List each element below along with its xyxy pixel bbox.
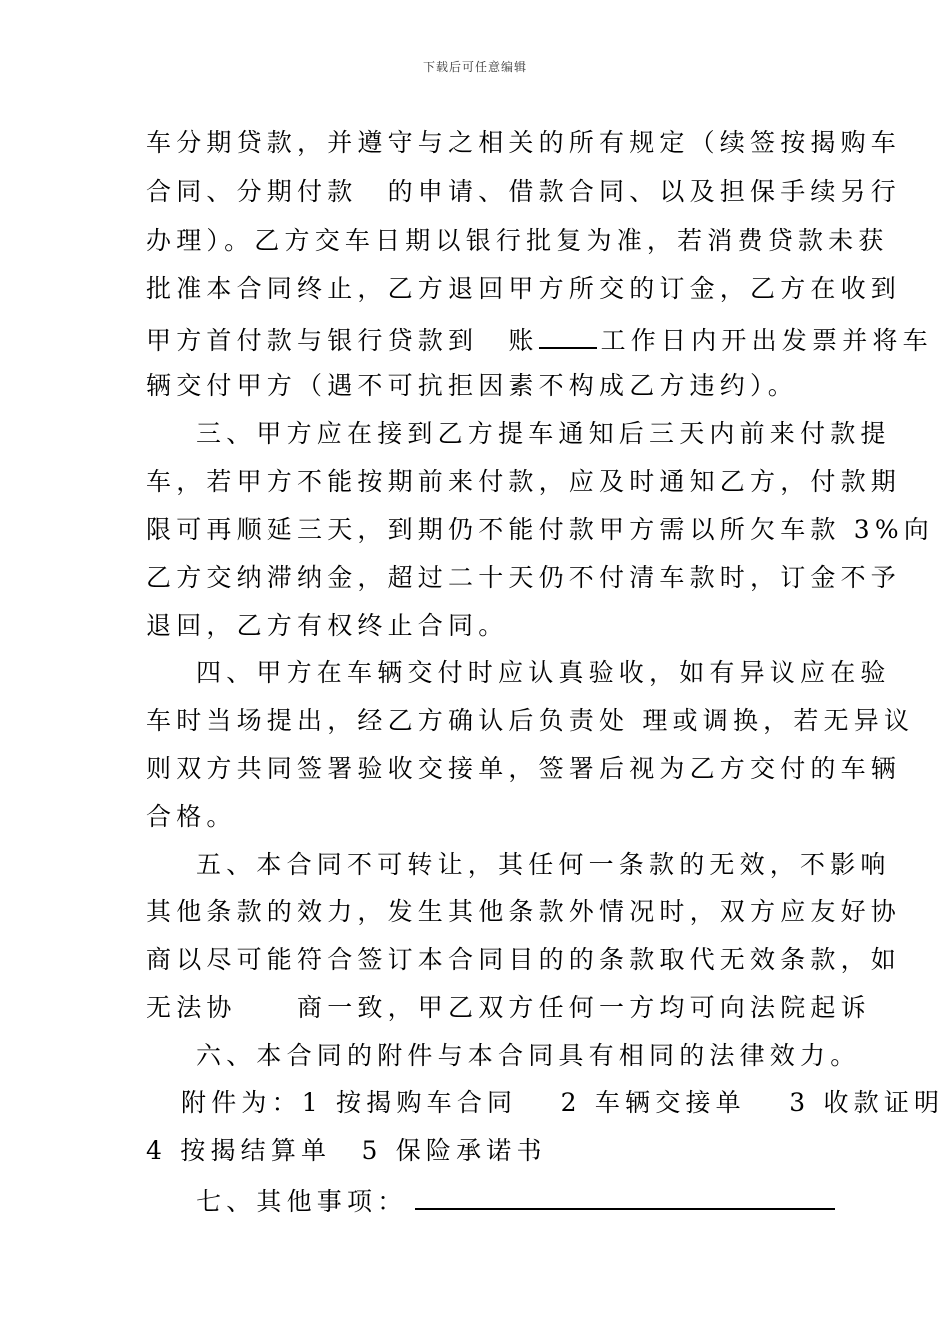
clause-5-line-3: 商以尽可能符合签订本合同目的的条款取代无效条款，如 [146, 945, 902, 974]
clause-7-line [196, 1184, 835, 1217]
clause-3-line-1: 三、甲方应在接到乙方提车通知后三天内前来付款提 [196, 419, 891, 448]
clause-4-line-4: 合格。 [146, 802, 237, 831]
clause-4-line-3: 则双方共同签署验收交接单，签署后视为乙方交付的车辆 [146, 754, 902, 783]
text-line-5 [146, 323, 933, 356]
text-line-5-part-b: 工作日内开出发票并将车 [600, 326, 933, 355]
text-line-3: 办理）。乙方交车日期以银行批复为准，若消费贷款未获 [146, 226, 889, 255]
clause-5-line-1: 五、本合同不可转让，其任何一条款的无效，不影响 [196, 850, 891, 879]
attachments-line-1: 附件为：1 按揭购车合同 2 车辆交接单 3 收款证明 [181, 1088, 945, 1117]
clause-3-line-2: 车，若甲方不能按期前来付款，应及时通知乙方，付款期 [146, 467, 902, 496]
text-line-6: 辆交付甲方（遇不可抗拒因素不构成乙方违约）。 [146, 371, 798, 400]
text-line-5-part-a: 甲方首付款与银行贷款到 账 [146, 326, 539, 355]
clause-4-line-1: 四、甲方在车辆交付时应认真验收，如有异议应在验 [196, 658, 891, 687]
clause-3-line-5: 退回，乙方有权终止合同。 [146, 611, 509, 640]
clause-6-line-1: 六、本合同的附件与本合同具有相同的法律效力。 [196, 1041, 861, 1070]
clause-7-label: 七、其他事项： [196, 1187, 408, 1216]
clause-4-line-2: 车时当场提出，经乙方确认后负责处 理或调换，若无异议 [146, 706, 915, 735]
blank-working-days [539, 323, 597, 349]
attachments-line-2: 4 按揭结算单 5 保险承诺书 [146, 1136, 547, 1165]
page-header-watermark: 下载后可任意编辑 [422, 60, 527, 74]
clause-5-line-4: 无法协 商一致，甲乙双方任何一方均可向法院起诉 [146, 993, 871, 1022]
text-line-2: 合同、分期付款 的申请、借款合同、以及担保手续另行 [146, 177, 902, 206]
blank-other-matters [415, 1184, 835, 1210]
clause-5-line-2: 其他条款的效力，发生其他条款外情况时，双方应友好协 [146, 897, 902, 926]
clause-3-line-4: 乙方交纳滞纳金，超过二十天仍不付清车款时，订金不予 [146, 563, 902, 592]
text-line-4: 批准本合同终止，乙方退回甲方所交的订金，乙方在收到 [146, 274, 902, 303]
text-line-1: 车分期贷款，并遵守与之相关的所有规定（续签按揭购车 [146, 128, 902, 157]
clause-3-line-3: 限可再顺延三天，到期仍不能付款甲方需以所欠车款 3%向 [146, 515, 935, 544]
